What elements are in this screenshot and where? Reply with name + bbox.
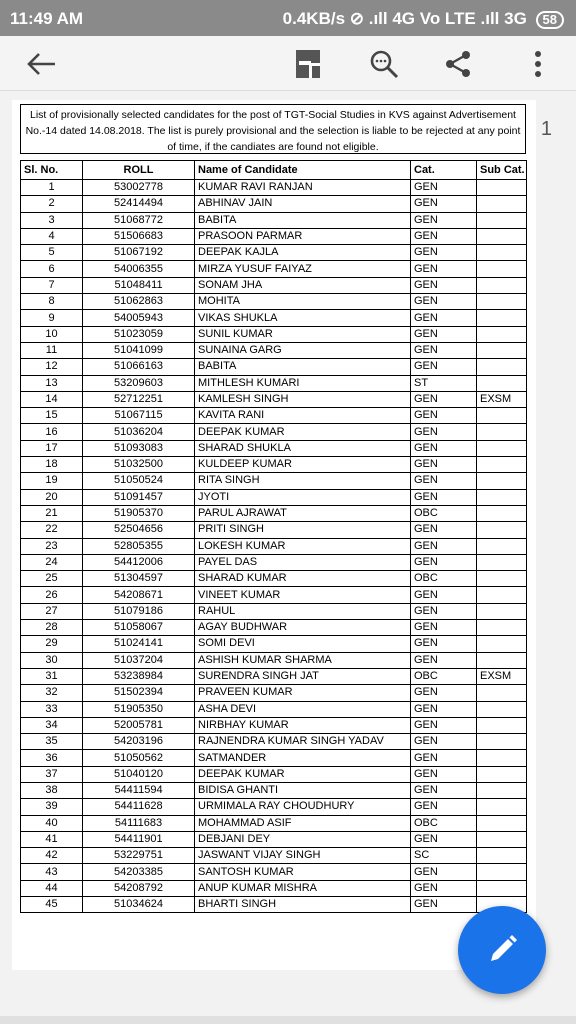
roll-cell: 54411628	[83, 799, 195, 815]
table-row	[21, 864, 527, 880]
document-header: List of provisionally selected candidates for the post of TGT-Social Studies in KVS against Advertisement No.-14 dated 14.08.2018. The list is purely provisional and the selection is liable to be rejected at any point of time, if the candiates are found not eligible.	[20, 104, 526, 154]
table-row	[21, 897, 527, 913]
roll-cell: 54203385	[83, 864, 195, 880]
category-cell: GEN	[411, 473, 477, 489]
category-cell: GEN	[411, 196, 477, 212]
serial-cell: 43	[21, 864, 83, 880]
subcategory-cell: EXSM	[477, 668, 527, 684]
category-cell: OBC	[411, 505, 477, 521]
table-row	[21, 473, 527, 489]
subcategory-cell	[477, 424, 527, 440]
name-cell: LOKESH KUMAR	[195, 538, 411, 554]
serial-cell: 12	[21, 359, 83, 375]
subcategory-cell	[477, 245, 527, 261]
serial-cell: 19	[21, 473, 83, 489]
roll-cell: 51034624	[83, 897, 195, 913]
name-cell: KAMLESH SINGH	[195, 391, 411, 407]
roll-cell: 52005781	[83, 717, 195, 733]
category-cell: GEN	[411, 734, 477, 750]
category-cell: GEN	[411, 212, 477, 228]
roll-cell: 54411594	[83, 782, 195, 798]
name-cell: ANUP KUMAR MISHRA	[195, 880, 411, 896]
roll-cell: 51304597	[83, 571, 195, 587]
serial-cell: 34	[21, 717, 83, 733]
category-cell: GEN	[411, 538, 477, 554]
name-cell: SUNAINA GARG	[195, 342, 411, 358]
category-cell: GEN	[411, 359, 477, 375]
serial-cell: 15	[21, 408, 83, 424]
subcategory-cell	[477, 848, 527, 864]
serial-cell: 18	[21, 457, 83, 473]
roll-cell: 51091457	[83, 489, 195, 505]
serial-cell: 16	[21, 424, 83, 440]
roll-cell: 54412006	[83, 554, 195, 570]
bottom-bar	[0, 1016, 576, 1024]
roll-cell: 53002778	[83, 180, 195, 196]
subcategory-cell	[477, 587, 527, 603]
document-icon[interactable]	[288, 44, 328, 84]
subcategory-cell	[477, 734, 527, 750]
category-cell: GEN	[411, 326, 477, 342]
category-cell: GEN	[411, 620, 477, 636]
name-cell: KUMAR RAVI RANJAN	[195, 180, 411, 196]
name-cell: PRASOON PARMAR	[195, 228, 411, 244]
serial-cell: 4	[21, 228, 83, 244]
roll-cell: 51066163	[83, 359, 195, 375]
subcategory-cell	[477, 489, 527, 505]
serial-cell: 1	[21, 180, 83, 196]
table-row	[21, 799, 527, 815]
table-row	[21, 457, 527, 473]
subcategory-cell	[477, 294, 527, 310]
table-row	[21, 668, 527, 684]
column-header: ROLL	[83, 161, 195, 180]
table-row	[21, 359, 527, 375]
table-row	[21, 766, 527, 782]
table-row	[21, 310, 527, 326]
subcategory-cell	[477, 701, 527, 717]
category-cell: GEN	[411, 245, 477, 261]
name-cell: RAHUL	[195, 603, 411, 619]
table-row	[21, 342, 527, 358]
category-cell: GEN	[411, 587, 477, 603]
table-row	[21, 408, 527, 424]
name-cell: VIKAS SHUKLA	[195, 310, 411, 326]
subcategory-cell	[477, 261, 527, 277]
category-cell: OBC	[411, 668, 477, 684]
roll-cell: 51058067	[83, 620, 195, 636]
category-cell: GEN	[411, 522, 477, 538]
name-cell: SHARAD SHUKLA	[195, 440, 411, 456]
serial-cell: 29	[21, 636, 83, 652]
roll-cell: 52712251	[83, 391, 195, 407]
table-row	[21, 489, 527, 505]
serial-cell: 17	[21, 440, 83, 456]
category-cell: GEN	[411, 489, 477, 505]
serial-cell: 33	[21, 701, 83, 717]
subcategory-cell	[477, 505, 527, 521]
roll-cell: 51905370	[83, 505, 195, 521]
roll-cell: 54208671	[83, 587, 195, 603]
subcategory-cell	[477, 603, 527, 619]
subcategory-cell	[477, 815, 527, 831]
subcategory-cell	[477, 799, 527, 815]
candidates-table	[20, 160, 527, 913]
column-header: Sl. No.	[21, 161, 83, 180]
status-indicators	[283, 9, 564, 29]
roll-cell: 51037204	[83, 652, 195, 668]
table-row	[21, 571, 527, 587]
table-row	[21, 245, 527, 261]
subcategory-cell	[477, 864, 527, 880]
subcategory-cell	[477, 750, 527, 766]
name-cell: DEEPAK KUMAR	[195, 766, 411, 782]
table-row	[21, 505, 527, 521]
table-row	[21, 685, 527, 701]
status-bar	[0, 0, 576, 36]
subcategory-cell	[477, 522, 527, 538]
roll-cell: 51032500	[83, 457, 195, 473]
subcategory-cell	[477, 717, 527, 733]
category-cell: OBC	[411, 571, 477, 587]
category-cell: GEN	[411, 799, 477, 815]
roll-cell: 51067192	[83, 245, 195, 261]
name-cell: VINEET KUMAR	[195, 587, 411, 603]
name-cell: BHARTI SINGH	[195, 897, 411, 913]
name-cell: ASHA DEVI	[195, 701, 411, 717]
name-cell: SURENDRA SINGH JAT	[195, 668, 411, 684]
more-options-icon[interactable]	[518, 44, 558, 84]
roll-cell: 52805355	[83, 538, 195, 554]
status-time: 11:49 AM	[10, 9, 84, 28]
roll-cell: 54111683	[83, 815, 195, 831]
category-cell: GEN	[411, 652, 477, 668]
table-row	[21, 554, 527, 570]
subcategory-cell	[477, 880, 527, 896]
table-row	[21, 180, 527, 196]
table-row	[21, 522, 527, 538]
table-row	[21, 815, 527, 831]
serial-cell: 21	[21, 505, 83, 521]
subcategory-cell	[477, 228, 527, 244]
serial-cell: 3	[21, 212, 83, 228]
serial-cell: 26	[21, 587, 83, 603]
serial-cell: 25	[21, 571, 83, 587]
name-cell: KAVITA RANI	[195, 408, 411, 424]
category-cell: GEN	[411, 782, 477, 798]
roll-cell: 51093083	[83, 440, 195, 456]
category-cell: GEN	[411, 766, 477, 782]
roll-cell: 51502394	[83, 685, 195, 701]
roll-cell: 51905350	[83, 701, 195, 717]
category-cell: GEN	[411, 831, 477, 847]
category-cell: GEN	[411, 864, 477, 880]
name-cell: AGAY BUDHWAR	[195, 620, 411, 636]
name-cell: SATMANDER	[195, 750, 411, 766]
category-cell: GEN	[411, 391, 477, 407]
table-row	[21, 750, 527, 766]
serial-cell: 13	[21, 375, 83, 391]
name-cell: MITHLESH KUMARI	[195, 375, 411, 391]
subcategory-cell: EXSM	[477, 391, 527, 407]
name-cell: PAYEL DAS	[195, 554, 411, 570]
subcategory-cell	[477, 408, 527, 424]
roll-cell: 51050524	[83, 473, 195, 489]
share-icon[interactable]	[438, 44, 478, 84]
category-cell: OBC	[411, 815, 477, 831]
table-row	[21, 538, 527, 554]
table-row	[21, 701, 527, 717]
roll-cell: 52504656	[83, 522, 195, 538]
serial-cell: 45	[21, 897, 83, 913]
serial-cell: 36	[21, 750, 83, 766]
serial-cell: 32	[21, 685, 83, 701]
name-cell: NIRBHAY KUMAR	[195, 717, 411, 733]
pencil-icon	[485, 933, 519, 967]
subcategory-cell	[477, 685, 527, 701]
subcategory-cell	[477, 554, 527, 570]
subcategory-cell	[477, 831, 527, 847]
page-number: 1	[540, 118, 552, 140]
serial-cell: 14	[21, 391, 83, 407]
category-cell: GEN	[411, 408, 477, 424]
table-row	[21, 734, 527, 750]
status-network: 0.4KB/s ⊘ .ıll 4G Vo LTE .ıll 3G	[282, 9, 527, 28]
name-cell: SONAM JHA	[195, 277, 411, 293]
subcategory-cell	[477, 652, 527, 668]
serial-cell: 35	[21, 734, 83, 750]
roll-cell: 53209603	[83, 375, 195, 391]
table-row	[21, 196, 527, 212]
name-cell: BABITA	[195, 212, 411, 228]
serial-cell: 30	[21, 652, 83, 668]
name-cell: KULDEEP KUMAR	[195, 457, 411, 473]
name-cell: RAJNENDRA KUMAR SINGH YADAV	[195, 734, 411, 750]
table-row	[21, 326, 527, 342]
category-cell: GEN	[411, 750, 477, 766]
table-row	[21, 603, 527, 619]
serial-cell: 6	[21, 261, 83, 277]
subcategory-cell	[477, 620, 527, 636]
serial-cell: 11	[21, 342, 83, 358]
name-cell: MIRZA YUSUF FAIYAZ	[195, 261, 411, 277]
serial-cell: 22	[21, 522, 83, 538]
roll-cell: 51068772	[83, 212, 195, 228]
roll-cell: 54208792	[83, 880, 195, 896]
name-cell: JYOTI	[195, 489, 411, 505]
roll-cell: 51062863	[83, 294, 195, 310]
subcategory-cell	[477, 782, 527, 798]
search-icon[interactable]	[364, 44, 404, 84]
serial-cell: 10	[21, 326, 83, 342]
serial-cell: 23	[21, 538, 83, 554]
table-row	[21, 212, 527, 228]
category-cell: GEN	[411, 277, 477, 293]
serial-cell: 27	[21, 603, 83, 619]
name-cell: RITA SINGH	[195, 473, 411, 489]
serial-cell: 31	[21, 668, 83, 684]
table-row	[21, 375, 527, 391]
roll-cell: 51506683	[83, 228, 195, 244]
table-row	[21, 831, 527, 847]
serial-cell: 40	[21, 815, 83, 831]
name-cell: ABHINAV JAIN	[195, 196, 411, 212]
roll-cell: 51041099	[83, 342, 195, 358]
roll-cell: 51024141	[83, 636, 195, 652]
subcategory-cell	[477, 473, 527, 489]
category-cell: GEN	[411, 457, 477, 473]
name-cell: BIDISA GHANTI	[195, 782, 411, 798]
category-cell: ST	[411, 375, 477, 391]
subcategory-cell	[477, 359, 527, 375]
category-cell: GEN	[411, 261, 477, 277]
subcategory-cell	[477, 636, 527, 652]
subcategory-cell	[477, 571, 527, 587]
roll-cell: 54203196	[83, 734, 195, 750]
name-cell: DEBJANI DEY	[195, 831, 411, 847]
serial-cell: 41	[21, 831, 83, 847]
serial-cell: 39	[21, 799, 83, 815]
subcategory-cell	[477, 212, 527, 228]
roll-cell: 54006355	[83, 261, 195, 277]
table-row	[21, 620, 527, 636]
table-row	[21, 880, 527, 896]
serial-cell: 5	[21, 245, 83, 261]
table-row	[21, 782, 527, 798]
category-cell: GEN	[411, 897, 477, 913]
subcategory-cell	[477, 375, 527, 391]
back-arrow-icon[interactable]	[22, 44, 62, 84]
edit-button[interactable]	[458, 906, 546, 994]
subcategory-cell	[477, 538, 527, 554]
roll-cell: 53229751	[83, 848, 195, 864]
serial-cell: 24	[21, 554, 83, 570]
category-cell: SC	[411, 848, 477, 864]
category-cell: GEN	[411, 424, 477, 440]
subcategory-cell	[477, 277, 527, 293]
column-header: Name of Candidate	[195, 161, 411, 180]
name-cell: SUNIL KUMAR	[195, 326, 411, 342]
subcategory-cell	[477, 457, 527, 473]
serial-cell: 2	[21, 196, 83, 212]
name-cell: DEEPAK KAJLA	[195, 245, 411, 261]
table-row	[21, 261, 527, 277]
category-cell: GEN	[411, 310, 477, 326]
serial-cell: 20	[21, 489, 83, 505]
category-cell: GEN	[411, 228, 477, 244]
name-cell: PRAVEEN KUMAR	[195, 685, 411, 701]
subcategory-cell	[477, 180, 527, 196]
category-cell: GEN	[411, 717, 477, 733]
serial-cell: 28	[21, 620, 83, 636]
subcategory-cell	[477, 440, 527, 456]
roll-cell: 51040120	[83, 766, 195, 782]
subcategory-cell	[477, 342, 527, 358]
roll-cell: 52414494	[83, 196, 195, 212]
category-cell: GEN	[411, 342, 477, 358]
category-cell: GEN	[411, 636, 477, 652]
column-header: Cat.	[411, 161, 477, 180]
toolbar	[0, 36, 576, 91]
serial-cell: 8	[21, 294, 83, 310]
table-row	[21, 848, 527, 864]
subcategory-cell	[477, 326, 527, 342]
serial-cell: 38	[21, 782, 83, 798]
roll-cell: 51079186	[83, 603, 195, 619]
table-row	[21, 391, 527, 407]
name-cell: BABITA	[195, 359, 411, 375]
roll-cell: 51050562	[83, 750, 195, 766]
table-row	[21, 652, 527, 668]
serial-cell: 7	[21, 277, 83, 293]
subcategory-cell	[477, 766, 527, 782]
roll-cell: 51023059	[83, 326, 195, 342]
table-row	[21, 228, 527, 244]
serial-cell: 37	[21, 766, 83, 782]
roll-cell: 53238984	[83, 668, 195, 684]
roll-cell: 54411901	[83, 831, 195, 847]
roll-cell: 54005943	[83, 310, 195, 326]
category-cell: GEN	[411, 554, 477, 570]
table-row	[21, 277, 527, 293]
table-row	[21, 587, 527, 603]
name-cell: MOHITA	[195, 294, 411, 310]
name-cell: PARUL AJRAWAT	[195, 505, 411, 521]
name-cell: PRITI SINGH	[195, 522, 411, 538]
name-cell: JASWANT VIJAY SINGH	[195, 848, 411, 864]
name-cell: SANTOSH KUMAR	[195, 864, 411, 880]
serial-cell: 42	[21, 848, 83, 864]
category-cell: GEN	[411, 440, 477, 456]
serial-cell: 9	[21, 310, 83, 326]
table-row	[21, 294, 527, 310]
name-cell: MOHAMMAD ASIF	[195, 815, 411, 831]
name-cell: DEEPAK KUMAR	[195, 424, 411, 440]
category-cell: GEN	[411, 701, 477, 717]
document-page	[12, 100, 536, 970]
table-row	[21, 424, 527, 440]
name-cell: SHARAD KUMAR	[195, 571, 411, 587]
roll-cell: 51048411	[83, 277, 195, 293]
name-cell: ASHISH KUMAR SHARMA	[195, 652, 411, 668]
subcategory-cell	[477, 310, 527, 326]
subcategory-cell	[477, 196, 527, 212]
category-cell: GEN	[411, 180, 477, 196]
category-cell: GEN	[411, 603, 477, 619]
column-header: Sub Cat.	[477, 161, 527, 180]
table-row	[21, 636, 527, 652]
table-header-row	[21, 161, 527, 180]
category-cell: GEN	[411, 294, 477, 310]
roll-cell: 51036204	[83, 424, 195, 440]
category-cell: GEN	[411, 685, 477, 701]
name-cell: SOMI DEVI	[195, 636, 411, 652]
serial-cell: 44	[21, 880, 83, 896]
table-row	[21, 440, 527, 456]
battery-icon: 58	[536, 11, 564, 29]
category-cell: GEN	[411, 880, 477, 896]
roll-cell: 51067115	[83, 408, 195, 424]
table-row	[21, 717, 527, 733]
name-cell: URMIMALA RAY CHOUDHURY	[195, 799, 411, 815]
